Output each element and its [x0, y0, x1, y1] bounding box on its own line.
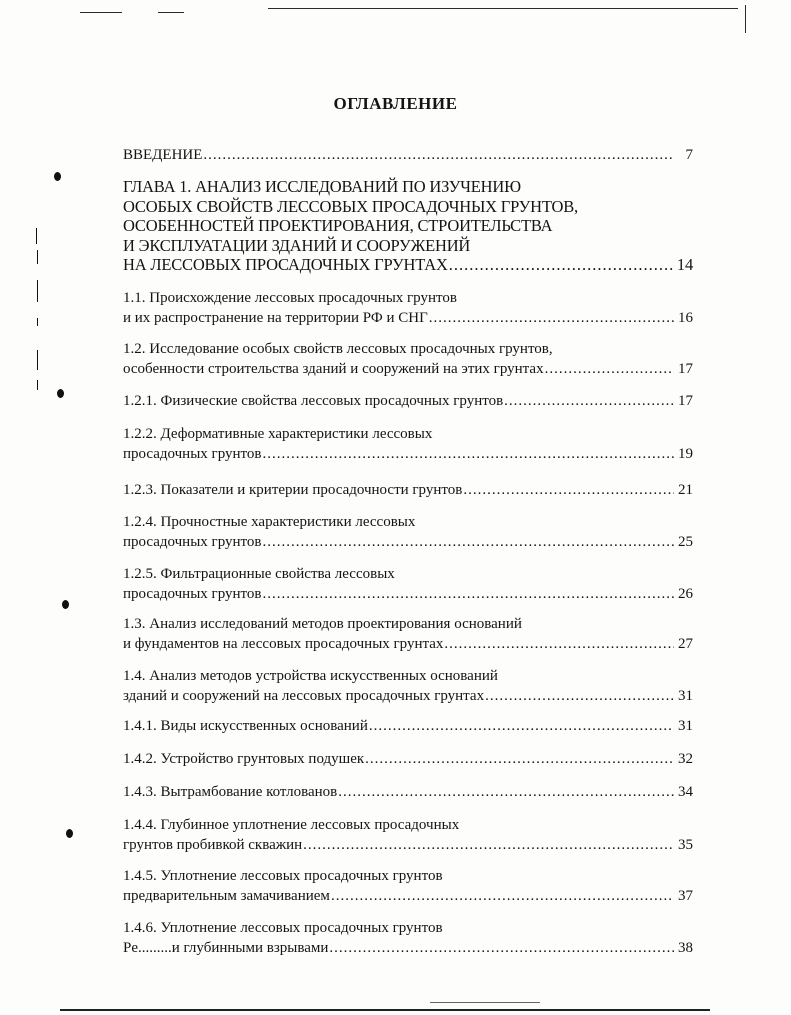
toc-entry-title: 1.4.6. Уплотнение лессовых просадочных грунтов — [123, 920, 443, 936]
toc-page-number: 25 — [678, 534, 693, 550]
toc-page-number: 34 — [678, 784, 693, 800]
toc-page-number: 37 — [678, 888, 693, 904]
toc-entry-title: особенности строительства зданий и сооружений на этих грунтах — [123, 361, 544, 377]
toc-entry-title: 1.2.1. Физические свойства лессовых просадочных грунтов — [123, 393, 504, 409]
toc-entry-introduction[interactable] — [123, 145, 693, 165]
dot-leader — [262, 444, 674, 464]
dot-leader — [262, 584, 674, 604]
toc-page-number: 7 — [685, 147, 693, 163]
toc-entry-chapter-1[interactable] — [123, 177, 693, 275]
dot-leader — [331, 886, 674, 906]
toc-entry-title: предварительным замачиванием — [123, 888, 330, 904]
toc-entry-title: просадочных грунтов — [123, 534, 262, 550]
dot-leader — [463, 480, 674, 500]
toc-entry-title: 1.2.2. Деформативные характеристики лессовых — [123, 426, 433, 442]
toc-entry-title: зданий и сооружений на лессовых просадочных грунтах — [123, 688, 485, 704]
toc-page-number: 19 — [678, 446, 693, 462]
dot-leader — [203, 145, 674, 165]
toc-page-number: 17 — [678, 361, 693, 377]
dot-leader — [504, 391, 674, 411]
dot-leader — [485, 686, 674, 706]
toc-entry-title: 1.4.2. Устройство грунтовых подушек — [123, 751, 365, 767]
toc-entry-1-4-2[interactable] — [123, 749, 693, 769]
toc-entry-1-2[interactable] — [123, 339, 693, 379]
dot-leader — [365, 749, 674, 769]
toc-entry-title: Pe.........и глубинными взрывами — [123, 940, 329, 956]
toc-entry-1-2-4[interactable] — [123, 512, 693, 552]
toc-entry-title: просадочных грунтов — [123, 446, 262, 462]
toc-page-number: 35 — [678, 837, 693, 853]
toc-entry-title: 1.2.4. Прочностные характеристики лессовых — [123, 514, 416, 530]
toc-entry-title: 1.4.1. Виды искусственных оснований — [123, 718, 368, 734]
dot-leader — [369, 716, 674, 736]
dot-leader — [329, 938, 674, 958]
toc-entry-1-4[interactable] — [123, 666, 693, 706]
toc-entry-title: НА ЛЕССОВЫХ ПРОСАДОЧНЫХ ГРУНТАХ — [123, 255, 448, 274]
toc-entry-title: просадочных грунтов — [123, 586, 262, 602]
toc-entry-1-4-1[interactable] — [123, 716, 693, 736]
toc-entry-title: и фундаментов на лессовых просадочных грунтах — [123, 636, 444, 652]
toc-entry-title: 1.4.4. Глубинное уплотнение лессовых просадочных — [123, 817, 460, 833]
toc-page-number: 21 — [678, 482, 693, 498]
dot-leader — [545, 359, 674, 379]
dot-leader — [429, 308, 674, 328]
toc-entry-title: ОСОБЕННОСТЕЙ ПРОЕКТИРОВАНИЯ, СТРОИТЕЛЬСТВА — [123, 216, 553, 235]
page-title: ОГЛАВЛЕНИЕ — [333, 94, 458, 113]
toc-entry-1-2-2[interactable] — [123, 424, 693, 464]
toc-entry-1-2-5[interactable] — [123, 564, 693, 604]
dot-leader — [444, 634, 674, 654]
toc-page-number: 14 — [676, 255, 693, 274]
toc-entry-1-4-6[interactable] — [123, 918, 693, 958]
toc-entry-title: грунтов пробивкой скважин — [123, 837, 303, 853]
toc-page-number: 31 — [678, 688, 693, 704]
toc-page-number: 27 — [678, 636, 693, 652]
toc-entry-title: 1.4.3. Вытрамбование котлованов — [123, 784, 338, 800]
toc-entry-1-2-3[interactable] — [123, 480, 693, 500]
toc-page-number: 31 — [678, 718, 693, 734]
toc-entry-title: 1.2.3. Показатели и критерии просадочности грунтов — [123, 482, 463, 498]
toc-entry-1-4-4[interactable] — [123, 815, 693, 855]
dot-leader — [449, 255, 674, 275]
toc-entry-title: 1.1. Происхождение лессовых просадочных грунтов — [123, 290, 457, 306]
toc-entry-title: 1.2. Исследование особых свойств лессовых просадочных грунтов, — [123, 341, 553, 357]
toc-page-number: 17 — [678, 393, 693, 409]
toc-entry-1-2-1[interactable] — [123, 391, 693, 411]
toc-entry-1-4-5[interactable] — [123, 866, 693, 906]
toc-page-number: 16 — [678, 310, 693, 326]
toc-page-number: 26 — [678, 586, 693, 602]
dot-leader — [262, 532, 674, 552]
toc-entry-1-1[interactable] — [123, 288, 693, 328]
toc-entry-title: 1.2.5. Фильтрационные свойства лессовых — [123, 566, 395, 582]
toc-entry-title: И ЭКСПЛУАТАЦИИ ЗДАНИЙ И СООРУЖЕНИЙ — [123, 235, 471, 255]
toc-entry-title: и их распространение на территории РФ и СНГ — [123, 310, 428, 326]
toc-page-number: 38 — [678, 940, 693, 956]
toc-entry-title: 1.4. Анализ методов устройства искусственных оснований — [123, 668, 498, 684]
toc-entry-title: ВВЕДЕНИЕ — [123, 147, 203, 163]
toc-entry-title: 1.3. Анализ исследований методов проектирования оснований — [123, 616, 522, 632]
dot-leader — [338, 782, 674, 802]
dot-leader — [303, 835, 674, 855]
toc-entry-1-3[interactable] — [123, 614, 693, 654]
toc-entry-title: ОСОБЫХ СВОЙСТВ ЛЕССОВЫХ ПРОСАДОЧНЫХ ГРУНТОВ, — [123, 196, 578, 216]
toc-page-number: 32 — [678, 751, 693, 767]
toc-entry-1-4-3[interactable] — [123, 782, 693, 802]
toc-entry-title: ГЛАВА 1. АНАЛИЗ ИССЛЕДОВАНИЙ ПО ИЗУЧЕНИЮ — [123, 177, 521, 196]
toc-entry-title: 1.4.5. Уплотнение лессовых просадочных грунтов — [123, 868, 443, 884]
